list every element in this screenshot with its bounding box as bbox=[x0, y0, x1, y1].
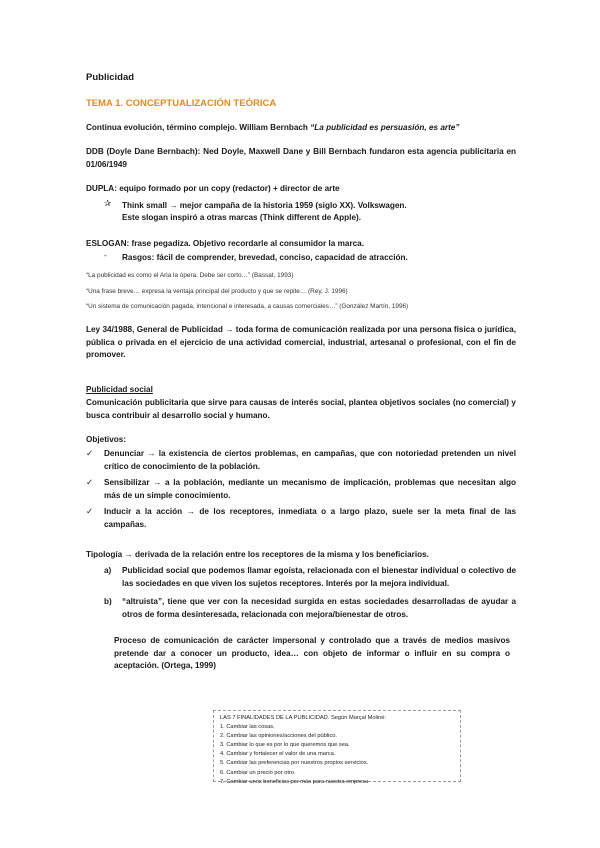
star-bullet-icon: ✰ bbox=[104, 198, 112, 208]
check-bullet-icon: ✓ bbox=[86, 477, 94, 487]
check-bullet-icon: ✓ bbox=[86, 448, 94, 458]
quote-bassat: “La publicidad es como el Aria la ópera. Debe ser corto…” (Bassat, 1993) bbox=[86, 272, 294, 279]
tipologia-altruista: “altruista”, tiene que ver con la necesidad surgida en estas sociedades desarrolladas de ayudar a otros de forma desinteresada, relacionada con mejora/bienestar de otros. bbox=[122, 597, 516, 619]
finalidad-item: 5. Cambiar las preferencias por nuestros propios servicios. bbox=[220, 760, 369, 767]
objetivo-inducir: Inducir a la acción → de los receptores, inmediata o a largo plazo, suele ser la meta final de las campañas. bbox=[104, 507, 516, 529]
finalidades-title: LAS 7 FINALIDADES DE LA PUBLICIDAD. Según Marçal Moliné: bbox=[220, 715, 386, 721]
objetivos-label: Objetivos: bbox=[86, 435, 127, 444]
quote-rey: “Una frase breve… expresa la ventaja principal del producto y que se repite… (Rey, J. 1996) bbox=[86, 288, 348, 295]
finalidad-item: 3. Cambiar lo que es por lo que queremos que sea. bbox=[220, 742, 350, 749]
rasgos-line: Rasgos: fácil de comprender, brevedad, conciso, capacidad de atracción. bbox=[122, 253, 408, 262]
think-small-line: Think small → mejor campaña de la historia 1959 (siglo XX). Volkswagen. bbox=[122, 201, 407, 210]
check-bullet-icon: ✓ bbox=[86, 506, 94, 516]
intro-lead: Continua evolución, término complejo. William Bernbach bbox=[86, 123, 311, 132]
document-title: Publicidad bbox=[86, 72, 135, 83]
tipologia-marker-a: a) bbox=[104, 566, 112, 575]
finalidad-item: 1. Cambiar las cosas. bbox=[220, 724, 275, 731]
quote-gonzalez: “Un sistema de comunicación pagada, intencional e interesada, a causas comerciales…” (González Martín, 1996) bbox=[86, 303, 409, 310]
tipologia-marker-b: b) bbox=[104, 597, 112, 606]
finalidad-item: 6. Cambiar un precio por otro. bbox=[220, 769, 296, 776]
section-title: TEMA 1. CONCEPTUALIZACIÓN TEÓRICA bbox=[86, 98, 277, 109]
finalidad-item: 7. Cambiar unos beneficios por más para nuestra empresa bbox=[220, 778, 369, 785]
eslogan-paragraph: ESLOGAN: frase pegadiza. Objetivo recordarle al consumidor la marca. bbox=[86, 239, 365, 248]
intro-paragraph bbox=[86, 122, 516, 135]
slogan-inspiration-line: Este slogan inspiró a otras marcas (Think different de Apple). bbox=[122, 213, 362, 222]
finalidad-item: 2. Cambiar las opiniones/acciones del público. bbox=[220, 733, 337, 740]
finalidad-item: 4. Cambiar y fortalecer el valor de una marca. bbox=[220, 751, 336, 758]
intro-quote: “La publicidad es persuasión, es arte” bbox=[310, 123, 460, 132]
finalidades-box bbox=[213, 710, 461, 785]
ddb-paragraph: DDB (Doyle Dane Bernbach): Ned Doyle, Maxwell Dane y Bill Bernbach fundaron esta agencia publicitaria en 01/06/1949 bbox=[86, 147, 516, 169]
social-definition: Comunicación publicitaria que sirve para causas de interés social, plantea objetivos sociales (no comercial) y busca contribuir al desarrollo social y humano. bbox=[86, 398, 516, 420]
objetivo-denunciar: Denunciar → la existencia de ciertos problemas, en campañas, que con notoriedad pretenden un nivel crítico de conocimiento de la población. bbox=[104, 449, 516, 471]
ley-paragraph: Ley 34/1988, General de Publicidad → toda forma de comunicación realizada por una persona física o jurídica, pública o privada en el ejercicio de una actividad comercial, industrial, artesanal o profesional, con el fin de promover. bbox=[86, 325, 516, 359]
social-heading: Publicidad social bbox=[86, 385, 153, 394]
tipologia-intro: Tipología → derivada de la relación entre los receptores de la misma y los beneficiarios. bbox=[86, 550, 429, 559]
dupla-paragraph: DUPLA: equipo formado por un copy (redactor) + director de arte bbox=[86, 184, 340, 193]
tipologia-egoista: Publicidad social que podemos llamar egoísta, relacionada con el bienestar individual o colectivo de las sociedades en que viven los sujetos receptores. Interés por la mejora individual. bbox=[122, 566, 516, 588]
objetivo-sensibilizar: Sensibilizar → a la población, mediante un mecanismo de implicación, problemas que necesitan algo más de un simple conocimiento. bbox=[104, 478, 516, 500]
proceso-paragraph: Proceso de comunicación de carácter impersonal y controlado que a través de medios masivos pretende dar a conocer un producto, idea… con objeto de informar o influir en su compra o aceptación. (Ortega, 1999) bbox=[114, 636, 510, 670]
dash-bullet-icon: - bbox=[104, 250, 107, 260]
